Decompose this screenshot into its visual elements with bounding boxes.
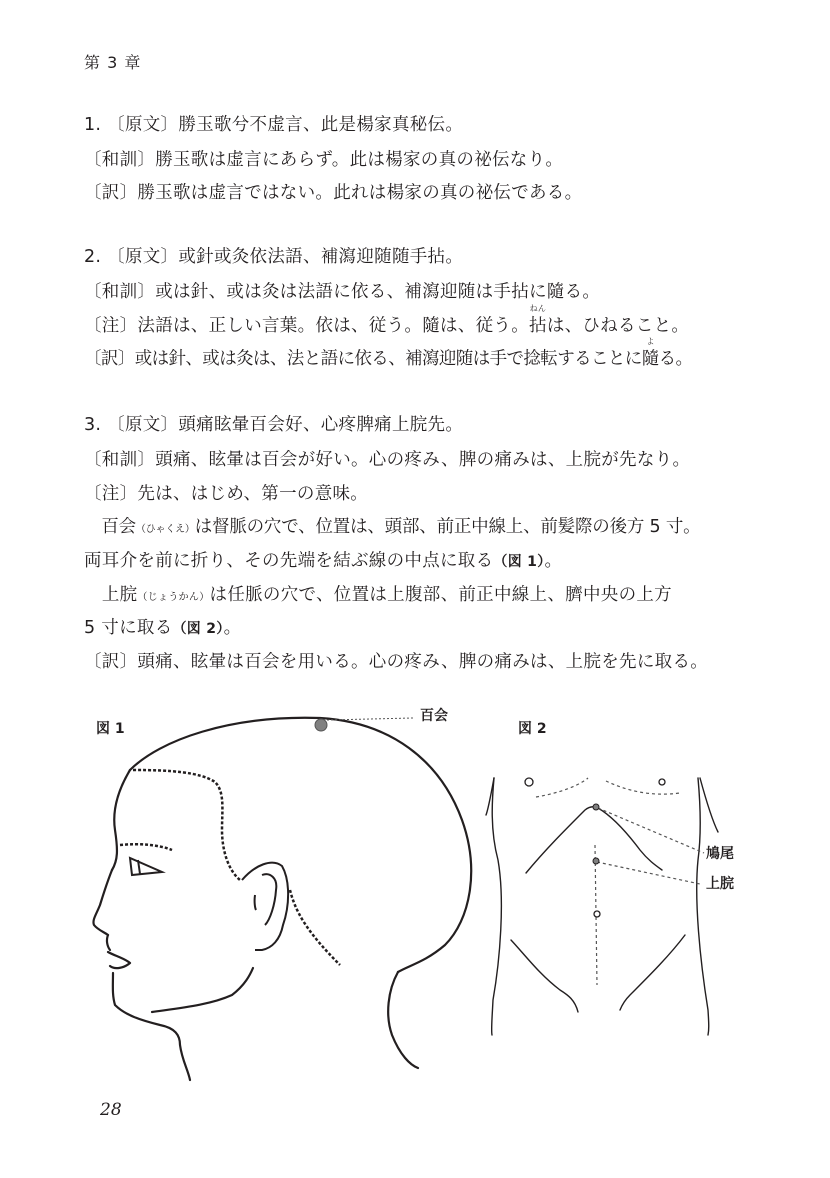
joukan-description: は任脈の穴で、位置は上腹部、前正中線上、臍中央の上方 [209,585,672,605]
hyakue-description: は督脈の穴で、位置は、頭部、前正中線上、前髪際の後方 5 寸。 [194,517,701,537]
joukan-point [593,858,599,864]
page-number: 28 [100,1100,122,1120]
section-3-translation: 〔訳〕頭痛、眩暈は百会を用いる。心の疼み、脾の痛みは、上脘を先に取る。 [84,652,709,672]
joukan-location: 5 寸に取る [84,618,173,638]
callout-kyubi: 鳩尾 [706,846,734,862]
note-before: 〔注〕法語は、正しい言葉。依は、従う。隨は、従う。 [84,316,529,336]
period: 。 [223,618,242,638]
trans-after: る。 [658,349,693,369]
section-2-original: 2. 〔原文〕或針或灸依法語、補瀉迎随随手拈。 [84,247,464,267]
callout-joukan: 上脘 [706,876,734,892]
ruby-base: 拈 [529,316,547,336]
ruby-base: 隨 [641,349,659,369]
ruby-reading: よ [646,337,654,346]
section-3-wakun: 〔和訓〕頭痛、眩暈は百会が好い。心の疼み、脾の痛みは、上脘が先なり。 [84,450,691,470]
ruby-reading: ねん [529,304,547,313]
section-3-note: 〔注〕先は、はじめ、第一の意味。 [84,484,369,504]
figure-2-label: 図 2 [518,721,547,737]
reading-hyakue: （ひゃくえ） [135,524,195,535]
figure-1-label: 図 1 [96,721,125,737]
section-3-original: 3. 〔原文〕頭痛眩暈百会好、心疼脾痛上脘先。 [84,415,464,435]
figure-2-reference: （図 2） [172,621,224,637]
reading-joukan: （じょうかん） [137,592,210,603]
hyakue-location: 両耳介を前に折り、その先端を結ぶ線の中点に取る [84,551,494,571]
section-2-wakun: 〔和訓〕或は針、或は灸は法語に依る、補瀉迎随は手拈に隨る。 [84,282,601,302]
figure-1-reference: （図 1） [493,554,545,570]
note-after: は、ひねること。 [546,316,690,336]
section-1-translation: 〔訳〕勝玉歌は虚言ではない。此れは楊家の真の祕伝である。 [84,183,583,203]
navel [594,911,600,917]
section-1-original: 1. 〔原文〕勝玉歌兮不虚言、此是楊家真秘伝。 [84,115,464,135]
kyubi-point [593,804,599,810]
chapter-heading: 第 3 章 [84,53,142,72]
period: 。 [544,551,563,571]
trans-before: 〔訳〕或は針、或は灸は、法と語に依る、補瀉迎随は手で捻転することに [84,349,642,369]
section-1-wakun: 〔和訓〕勝玉歌は虚言にあらず。此は楊家の真の祕伝なり。 [84,150,564,170]
term-hyakue: 百会 [101,517,136,537]
term-joukan: 上脘 [101,585,138,605]
callout-hyakue: 百会 [420,708,448,724]
